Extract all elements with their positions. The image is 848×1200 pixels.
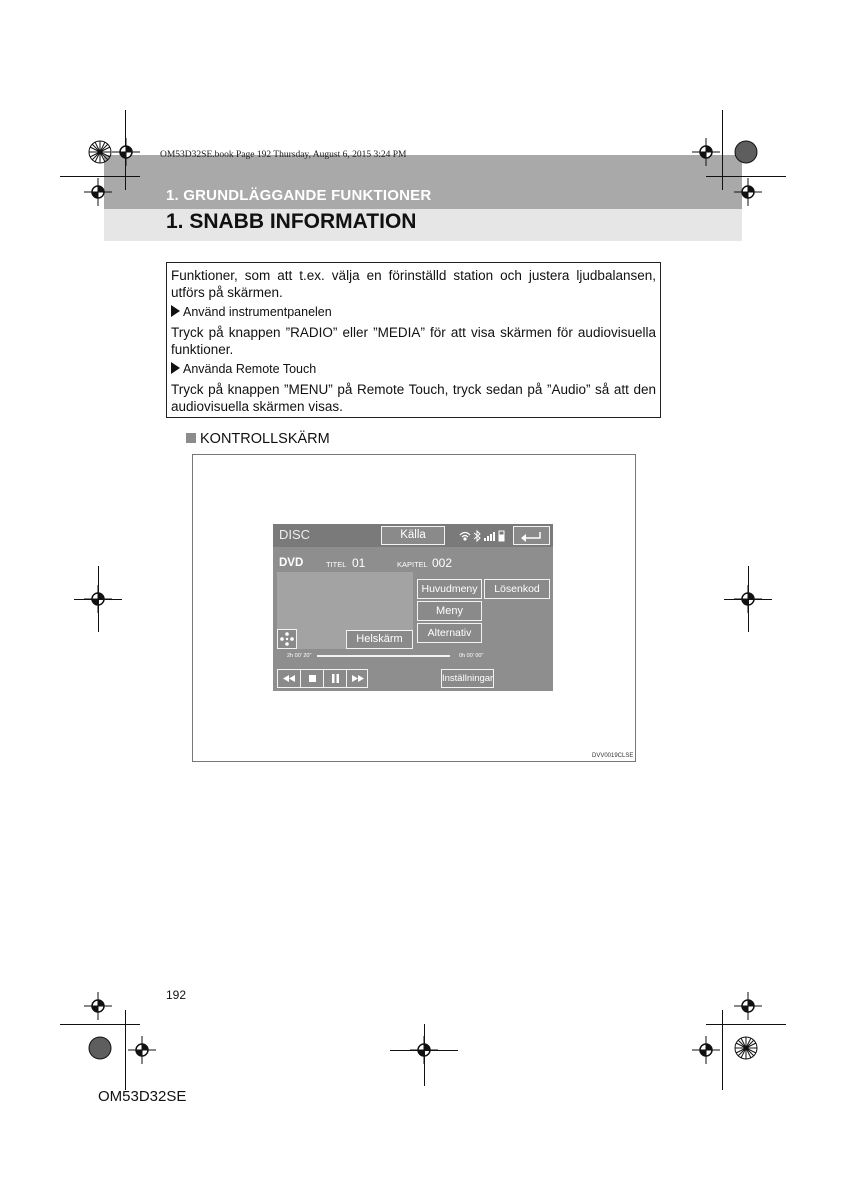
status-icons — [459, 529, 515, 548]
crosshair-icon — [692, 138, 720, 166]
radial-target-icon — [88, 140, 112, 164]
arrow-right-icon — [171, 305, 180, 317]
square-bullet-icon — [186, 433, 196, 443]
passcode-button[interactable]: Lösenkod — [484, 579, 550, 599]
wifi-icon — [460, 533, 470, 541]
elapsed-time: 2h 00' 20" — [287, 653, 312, 659]
remaining-time: 0h 00' 00" — [459, 653, 484, 659]
crosshair-icon — [692, 1036, 720, 1064]
subheading — [186, 431, 330, 447]
method-2-heading — [171, 361, 656, 378]
dvd-control-screen — [273, 524, 553, 691]
rewind-icon — [279, 670, 299, 687]
back-arrow-icon — [518, 529, 546, 543]
crop-line — [125, 1010, 126, 1090]
pause-button[interactable] — [324, 670, 347, 687]
progress-bar[interactable] — [317, 655, 450, 657]
crop-line — [722, 1010, 723, 1090]
crop-line — [706, 176, 786, 177]
intro-box — [166, 262, 661, 418]
title-label: TITEL — [326, 560, 347, 569]
fast-forward-button[interactable] — [347, 670, 368, 687]
crosshair-icon — [112, 138, 140, 166]
stop-button[interactable] — [301, 670, 324, 687]
main-menu-button[interactable]: Huvudmeny — [417, 579, 482, 599]
media-type: DVD — [279, 557, 304, 569]
crop-line — [724, 599, 772, 600]
menu-key: MENU — [288, 382, 329, 397]
crosshair-icon — [734, 178, 762, 206]
method-1-text — [171, 324, 656, 358]
alternative-button[interactable]: Alternativ — [417, 623, 482, 643]
chapter-number: 002 — [432, 556, 453, 570]
method-1-post: ” för att visa skärmen för audiovisuella funktioner. — [171, 325, 656, 357]
settings-button[interactable]: Inställningar — [441, 669, 494, 688]
bluetooth-icon — [474, 531, 480, 541]
gray-dot-target-icon — [734, 140, 758, 164]
crop-line — [60, 176, 140, 177]
signal-icon — [484, 532, 495, 541]
crosshair-icon — [84, 178, 112, 206]
battery-icon — [499, 531, 504, 541]
method-2-mid: ” på Remote Touch, tryck sedan på ” — [328, 382, 552, 397]
menu-button[interactable]: Meny — [417, 601, 482, 621]
section-title: 1. GRUNDLÄGGANDE FUNKTIONER — [166, 187, 432, 204]
chapter-label: KAPITEL — [397, 560, 428, 569]
radial-target-icon — [734, 1036, 758, 1060]
method-2-post: ” så att den audiovisuella skärmen visas. — [171, 382, 657, 414]
arrow-right-icon — [171, 362, 180, 374]
gray-dot-target-icon — [88, 1036, 112, 1060]
crop-line — [60, 1024, 140, 1025]
rewind-button[interactable] — [278, 670, 301, 687]
crosshair-icon — [734, 992, 762, 1020]
screen-title: DISC — [279, 527, 311, 542]
media-key: MEDIA — [377, 325, 421, 340]
method-1-pre: Tryck på knappen ” — [171, 325, 291, 340]
method-2-label: Använda Remote Touch — [183, 362, 317, 376]
page-number: 192 — [166, 988, 187, 1002]
fast-forward-icon — [348, 670, 368, 687]
method-1-label: Använd instrumentpanelen — [183, 305, 332, 319]
method-1-mid: ” eller ” — [332, 325, 378, 340]
crop-line — [74, 599, 122, 600]
method-2-pre: Tryck på knappen ” — [171, 382, 289, 397]
source-button[interactable]: Källa — [381, 526, 445, 545]
pause-icon — [325, 670, 345, 687]
status-bar-icons — [459, 529, 515, 543]
move-display-button[interactable] — [277, 629, 297, 649]
playback-controls — [277, 669, 368, 688]
subheading-text: KONTROLLSKÄRM — [200, 431, 330, 447]
fullscreen-button[interactable]: Helskärm — [346, 630, 413, 649]
crop-line — [424, 1024, 425, 1086]
method-1-heading — [171, 304, 656, 321]
footer-code: OM53D32SE — [98, 1088, 187, 1105]
crosshair-icon — [84, 992, 112, 1020]
back-button[interactable] — [513, 526, 550, 545]
crop-line — [722, 110, 723, 190]
title-number: 01 — [352, 556, 366, 570]
move-cross-icon — [279, 631, 295, 647]
book-meta: OM53D32SE.book Page 192 Thursday, August 6, 2015 3:24 PM — [160, 150, 407, 160]
audio-key: Audio — [551, 382, 586, 397]
stop-icon — [302, 670, 322, 687]
method-2-text — [171, 381, 656, 415]
crosshair-icon — [128, 1036, 156, 1064]
intro-paragraph: Funktioner, som att t.ex. välja en förinställd station och justera ljudbalansen, utförs på skärmen. — [171, 268, 656, 300]
crop-line — [706, 1024, 786, 1025]
radio-key: RADIO — [290, 325, 333, 340]
page-title: 1. SNABB INFORMATION — [166, 210, 417, 233]
figure-code: DVV0019CLSE — [592, 753, 634, 759]
